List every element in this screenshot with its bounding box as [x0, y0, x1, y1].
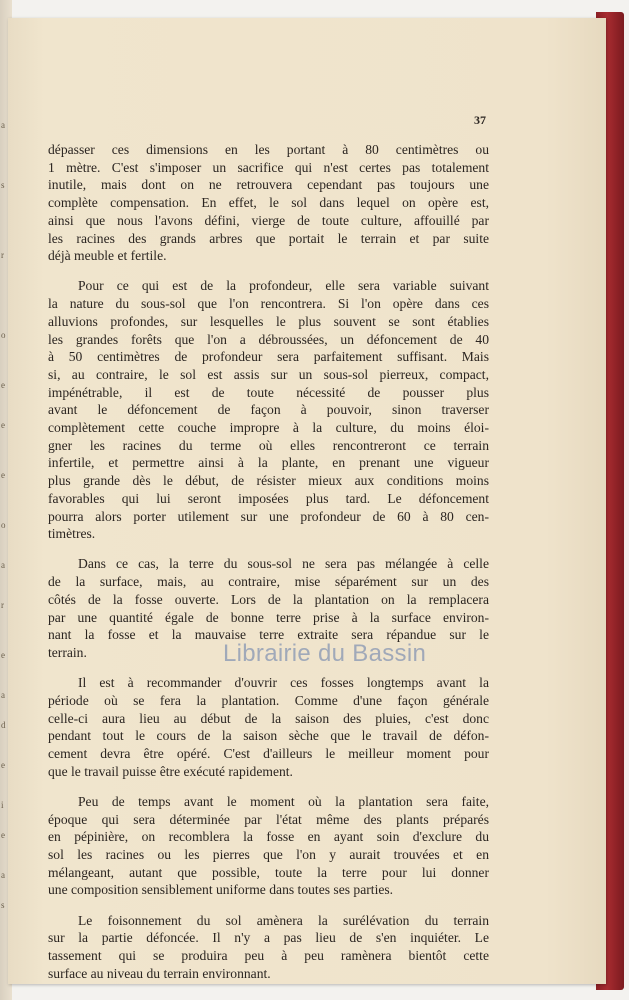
text-line: alluvions profondes, sur lesquelles le plus souvent se sont établies	[48, 313, 489, 329]
text-line: celle-ci aura lieu au début de la saison des pluies, c'est donc	[48, 710, 489, 726]
text-line: dépasser ces dimensions en les portant à 80 centimètres ou	[48, 142, 489, 157]
adjacent-page-fragment: a	[1, 870, 5, 880]
text-line: que le travail puisse être exécuté rapidement.	[48, 763, 293, 779]
text-line: timètres.	[48, 526, 96, 542]
text-line: Il est à recommander d'ouvrir ces fosses longtemps avant la	[78, 675, 489, 691]
paragraph	[48, 912, 489, 983]
adjacent-page-fragment: a	[1, 560, 5, 570]
text-line: favorables qui lui seront imposées plus tard. Le défoncement	[48, 490, 489, 506]
text-line: à 50 centimètres de profondeur sera parfaitement suffisant. Mais	[48, 349, 489, 365]
text-line: surface au niveau du terrain environnant.	[48, 965, 271, 981]
page-number: 37	[474, 113, 486, 127]
text-line: complètement cette couche impropre à la culture, du moins éloi-	[48, 420, 489, 436]
text-line: côtés de la fosse ouverte. Lors de la plantation on la remplacera	[48, 591, 489, 607]
adjacent-page-fragment: a	[1, 120, 5, 130]
adjacent-page-fragment: r	[1, 250, 4, 260]
adjacent-page-fragment: a	[1, 690, 5, 700]
text-line: déjà meuble et fertile.	[48, 248, 167, 264]
text-line: gner les racines du terme où elles rencontreront ce terrain	[48, 437, 489, 453]
text-line: les racines des grands arbres que portait le terrain et par suite	[48, 230, 489, 246]
adjacent-page-fragment: o	[1, 330, 6, 340]
text-line: cement devra être opéré. C'est d'ailleurs le meilleur moment pour	[48, 746, 489, 761]
text-line: infertile, et permettre ainsi à la plante, en prenant une vigueur	[48, 455, 489, 471]
text-line: mélangeant, autant que possible, toute la terre pour lui donner	[48, 864, 489, 880]
adjacent-page-fragment: s	[1, 180, 5, 190]
text-line: Le foisonnement du sol amènera la surélévation du terrain	[78, 912, 489, 928]
text-line: sol les racines ou les pierres que l'on y aurait trouvées et en	[48, 847, 489, 863]
text-line: époque qui sera déterminée par l'état même des plants préparés	[48, 811, 489, 827]
adjacent-page-fragment: e	[1, 830, 5, 840]
text-line: impénétrable, il est de toute nécessité de pousser plus	[48, 384, 489, 400]
text-line: une composition sensiblement uniforme dans toutes ses parties.	[48, 882, 394, 898]
text-line: nant la fosse et la mauvaise terre extraite sera répandue sur le	[48, 627, 489, 643]
text-line: ainsi que nous l'avons défini, vierge de toute culture, affouillé par	[48, 212, 489, 228]
watermark: Librairie du Bassin	[223, 640, 427, 667]
adjacent-page-fragment: d	[1, 720, 6, 730]
paragraph	[48, 277, 489, 543]
text-line: pourra alors porter utilement sur une profondeur de 60 à 80 cen-	[48, 508, 489, 524]
text-line: plus grande dès le début, de résister mieux aux conditions moins	[48, 473, 489, 489]
text-line: inutile, mais dont on ne retrouvera cependant pas toujours une	[48, 177, 489, 193]
text-line: avant le défoncement de façon à pouvoir, sinon traverser	[48, 402, 489, 418]
adjacent-page-fragment: e	[1, 650, 5, 660]
adjacent-page-fragment: e	[1, 470, 5, 480]
paragraph	[48, 793, 489, 899]
text-line: sur la partie défoncée. Il n'y a pas lieu de s'en inquiéter. Le	[48, 930, 489, 946]
text-line: 1 mètre. C'est s'imposer un sacrifice qui n'est certes pas totalement	[48, 159, 489, 175]
text-line: tassement qui se produira peu à peu ramènera bientôt cette	[48, 948, 489, 964]
text-line: si, au contraire, le sol est assis sur un sous-sol pierreux, compact,	[48, 366, 489, 382]
paragraph	[48, 141, 489, 265]
adjacent-page-fragment: e	[1, 420, 5, 430]
adjacent-page-fragment: s	[1, 900, 5, 910]
adjacent-page-fragment: e	[1, 380, 5, 390]
paragraph	[48, 674, 489, 780]
text-line: terrain.	[48, 644, 87, 660]
text-line: complète compensation. En effet, le sol dans lequel on opère est,	[48, 195, 489, 211]
adjacent-page-fragment: i	[1, 800, 4, 810]
text-line: Pour ce qui est de la profondeur, elle sera variable suivant	[78, 278, 489, 294]
page-text-body	[48, 141, 489, 995]
text-line: période où se fera la plantation. Comme d'une façon générale	[48, 692, 489, 708]
adjacent-page-fragment: r	[1, 600, 4, 610]
text-line: pendant tout le cours de la saison sèche que le travail de défon-	[48, 728, 489, 744]
text-line: Dans ce cas, la terre du sous-sol ne sera pas mélangée à celle	[78, 556, 489, 572]
text-line: la nature du sous-sol que l'on rencontrera. Si l'on opère dans ces	[48, 296, 489, 312]
adjacent-page-fragment: o	[1, 520, 6, 530]
adjacent-page-fragment: e	[1, 760, 5, 770]
text-line: de la surface, mais, au contraire, mise séparément sur un des	[48, 574, 489, 590]
book-page	[8, 18, 606, 984]
text-line: par une quantité égale de bonne terre prise à la surface environ-	[48, 609, 489, 625]
text-line: en pépinière, on recomblera la fosse en ayant soin d'exclure du	[48, 829, 489, 845]
text-line: Peu de temps avant le moment où la plantation sera faite,	[78, 793, 489, 809]
text-line: les grandes forêts que l'on a débroussées, un défoncement de 40	[48, 331, 489, 347]
